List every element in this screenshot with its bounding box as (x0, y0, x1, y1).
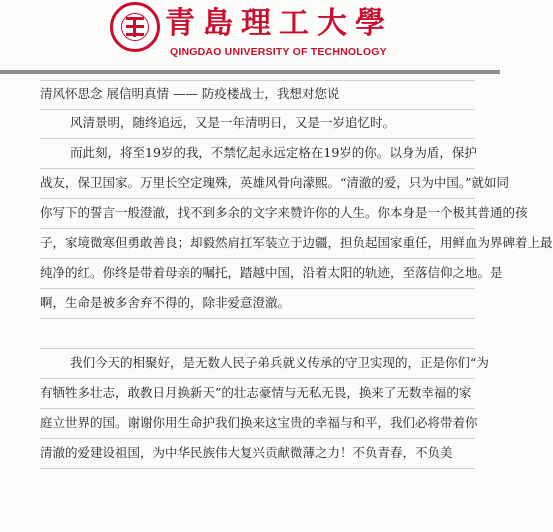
letter-line: 风清景明，随终追远，又是一年清明日，又是一岁追忆时。 (40, 110, 475, 139)
university-name-chinese: 青島理工大學 (165, 6, 393, 41)
letter-title: 清风怀思念 展信明真情 —— 防疫楼战士，我想对您说 (40, 80, 475, 110)
letterhead (0, 0, 500, 80)
header-divider (0, 70, 500, 74)
letter-line: 你写下的誓言一般澄澈，找不到多余的文字来赞许你的人生。你本身是一个极其普通的孩 (40, 200, 475, 229)
letter-line: 我们今天的相聚好，是无数人民子弟兵就义传承的守卫实现的，正是你们“为 (40, 350, 475, 379)
letter-line: 纯净的红。你终是带着母亲的嘱托，踏越中国，沿着太阳的轨迹，至落信仰之地。是 (40, 260, 475, 289)
lined-paper (40, 80, 553, 532)
letter-line: 啊，生命是被多舍弃不得的，除非爱意澄澈。 (40, 290, 475, 319)
university-seal-icon (110, 2, 160, 52)
letter-line: 庭立世界的国。谢谢你用生命护我们换来这宝贵的幸福与和平，我们必将带着你 (40, 410, 475, 439)
letter-line: 而此刻，将至19岁的我，不禁忆起永远定格在19岁的你。以身为盾，保护 (40, 140, 475, 169)
university-name-english: QINGDAO UNIVERSITY OF TECHNOLOGY (170, 46, 387, 58)
letter-line: 清澈的爱建设祖国，为中华民族伟大复兴贡献微薄之力！不负青春，不负美 (40, 440, 475, 469)
blank-line (40, 320, 475, 349)
letter-line: 战友，保卫国家。万里长空定瑰殊，英雄风骨向濛熙。“清澈的爱，只为中国。”就如同 (40, 170, 475, 199)
letter-line: 子，家境微寒但勇敢善良；却毅然肩扛军装立于边疆，担负起国家重任，用鲜血为界碑着上最 (40, 230, 475, 259)
letter-line: 有牺牲多壮志，敢教日月换新天”的壮志豪情与无私无畏，换来了无数幸福的家 (40, 380, 475, 409)
